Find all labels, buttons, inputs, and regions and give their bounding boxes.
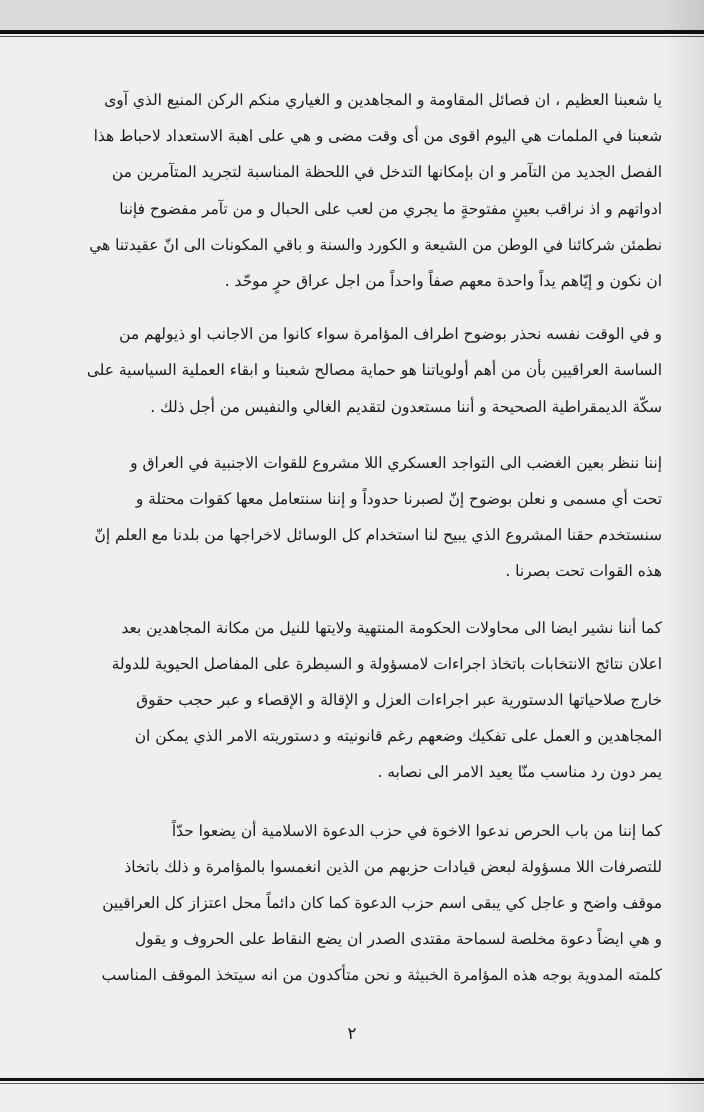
paragraph-1 — [58, 82, 662, 299]
bottom-border-thin-rule — [0, 1083, 704, 1084]
top-border-thin-rule — [0, 36, 704, 37]
text-line: هذه القوات تحت بصرنا . — [505, 562, 662, 581]
paragraph-3 — [58, 445, 662, 590]
text-line: سكّة الديمقراطية الصحيحة و أننا مستعدون لتقديم الغالي والنفيس من أجل ذلك . — [150, 397, 662, 416]
text-line: المجاهدين و العمل على تفكيك وضعهم رغم قانونيته و دستوريته الامر الذي يمكن ان — [134, 727, 662, 746]
text-line: للتصرفات اللا مسؤولة لبعض قيادات حزبهم من الذين انغمسوا بالمؤامرة و ذلك باتخاذ — [124, 857, 662, 876]
text-line: و في الوقت نفسه نحذر بوضوح اطراف المؤامرة سواء كانوا من الاجانب او ذيولهم من — [119, 325, 662, 344]
paragraph-4 — [58, 610, 662, 791]
paragraph-5 — [58, 813, 662, 994]
top-border-rule — [0, 30, 704, 34]
text-line: سنستخدم حقنا المشروع الذي يبيح لنا استخدام كل الوسائل لاخراجها من بلدنا مع العلم إنّ — [94, 526, 662, 545]
page-number: ٢ — [347, 1024, 357, 1044]
page-top-shadow — [0, 0, 704, 30]
text-line: خارج صلاحياتها الدستورية عبر اجراءات العزل و الإقالة و الإقصاء و عبر حجب حقوق — [136, 691, 662, 710]
text-line: ان نكون و إيّاهم يداً واحدة معهم صفاً واحداً من اجل عراق حرٍ موحّد . — [224, 272, 662, 291]
text-line: شعبنا في الملمات هي اليوم اقوى من أى وقت مضى و هي على اهبة الاستعداد لاحباط هذا — [93, 127, 662, 146]
body-text — [58, 82, 662, 1012]
text-line: كما أننا نشير ايضا الى محاولات الحكومة المنتهية ولايتها للنيل من مكانة المجاهدين بعد — [121, 618, 662, 637]
text-line: نطمئن شركائنا في الوطن من الشيعة و الكورد والسنة و باقي المكونات الى انّ عقيدتنا هي — [89, 235, 662, 254]
text-line: يمر دون رد مناسب منّا يعيد الامر الى نصابه . — [377, 763, 662, 782]
text-line: اعلان نتائج الانتخابات باتخاذ اجراءات لامسؤولة و السيطرة على المفاصل الحيوية للدولة — [111, 654, 662, 673]
text-line: ادواتهم و اذ نراقب بعينٍ مفتوحةٍ ما يجري من لعب على الحبال و من تآمر مفضوح فإننا — [119, 199, 662, 218]
text-line: الساسة العراقيين بأن من أهم أولوياتنا هو حماية مصالح شعبنا و ابقاء العملية السياسية على — [86, 361, 662, 380]
bottom-border-rule — [0, 1078, 704, 1081]
text-line: يا شعبنا العظيم ، ان فصائل المقاومة و المجاهدين و الغياري منكم الركن المنيع الذي آوى — [104, 91, 662, 109]
text-line: كما إننا من باب الحرص ندعوا الاخوة في حزب الدعوة الاسلامية أن يضعوا حدّاً — [171, 821, 662, 840]
text-line: موقف واضح و عاجل كي يبقى اسم حزب الدعوة كما كان دائماً محل اعتزاز كل العراقيين — [102, 894, 662, 913]
text-line: تحت أي مسمى و نعلن بوضوح إنّ لصبرنا حدوداً و إننا سنتعامل معها كقوات محتلة و — [135, 490, 662, 509]
paragraph-2 — [58, 316, 662, 425]
text-line: و هي ايضاً دعوة مخلصة لسماحة مقتدى الصدر ان يضع النقاط على الحروف و يقول — [134, 930, 662, 949]
text-line: إننا ننظر بعين الغضب الى التواجد العسكري اللا مشروع للقوات الاجنبية في العراق و — [130, 453, 662, 472]
page-right-shadow — [664, 0, 704, 1112]
text-line: الفصل الجديد من التآمر و ان بإمكانها التدخل في اللحظة المناسبة لتجريد المتآمرين من — [111, 163, 662, 182]
text-line: كلمته المدوية بوجه هذه المؤامرة الخبيثة و نحن متأكدون من انه سيتخذ الموقف المناسب — [101, 966, 662, 985]
